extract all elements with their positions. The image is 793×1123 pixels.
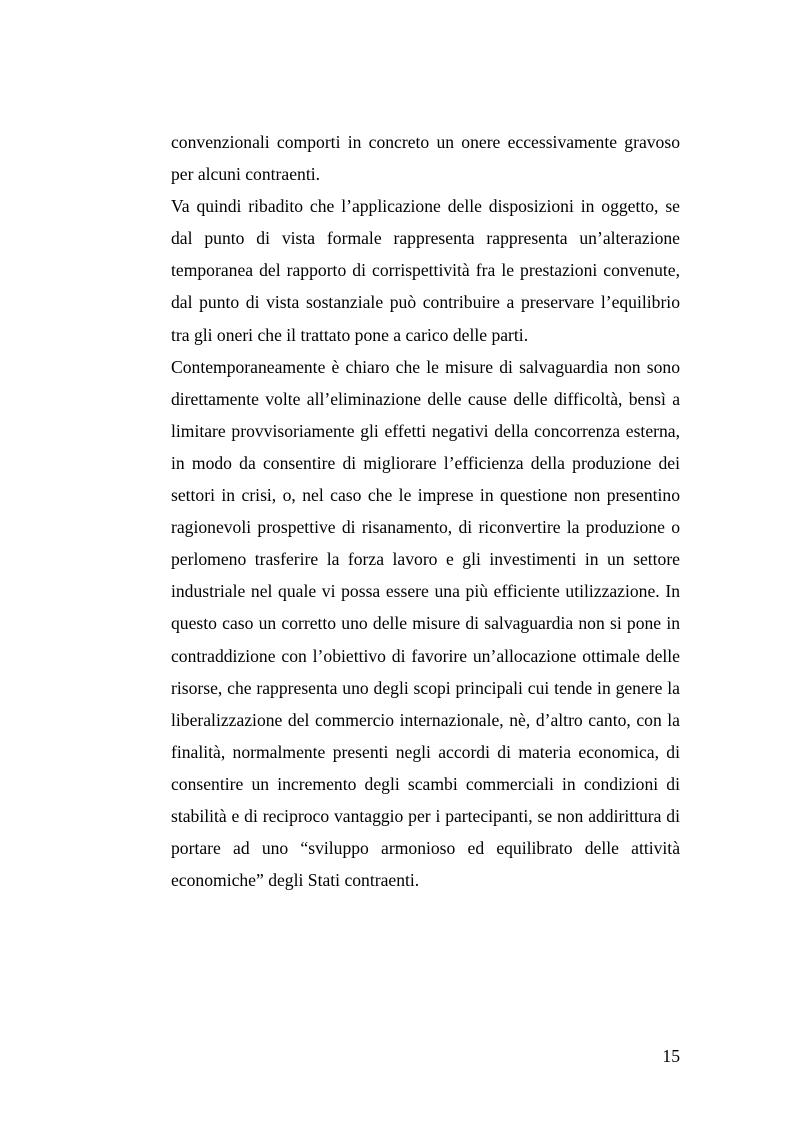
paragraph-2: Va quindi ribadito che l’applicazione delle disposizioni in oggetto, se dal punto di vista formale rappresenta rappresenta un’alterazione temporanea del rapporto di corrispettività fra le prestazioni convenute, dal punto di vista sostanziale può contribuire a preservare l’equilibrio tra gli oneri che il trattato pone a carico delle parti. bbox=[171, 196, 680, 345]
paragraph-1: convenzionali comporti in concreto un onere eccessivamente gravoso per alcuni contraenti. bbox=[171, 132, 680, 185]
page-number: 15 bbox=[662, 1046, 680, 1066]
body-text bbox=[171, 126, 680, 896]
paragraph-3: Contemporaneamente è chiaro che le misure di salvaguardia non sono direttamente volte all’eliminazione delle cause delle difficoltà, bensì a limitare provvisoriamente gli effetti negativi della concorrenza esterna, in modo da consentire di migliorare l’efficienza della produzione dei settori in crisi, o, nel caso che le imprese in questione non presentino ragionevoli prospettive di risanamento, di riconvertire la produzione o perlomeno trasferire la forza lavoro e gli investimenti in un settore industriale nel quale vi possa essere una più efficiente utilizzazione. In questo caso un corretto uno delle misure di salvaguardia non si pone in contraddizione con l’obiettivo di favorire un’allocazione ottimale delle risorse, che rappresenta uno degli scopi principali cui tende in genere la liberalizzazione del commercio internazionale, nè, d’altro canto, con la finalità, normalmente presenti negli accordi di materia economica, di consentire un incremento degli scambi commerciali in condizioni di stabilità e di reciproco vantaggio per i partecipanti, se non addirittura di portare ad uno “sviluppo armonioso ed equilibrato delle attività economiche” degli Stati contraenti. bbox=[171, 356, 680, 891]
